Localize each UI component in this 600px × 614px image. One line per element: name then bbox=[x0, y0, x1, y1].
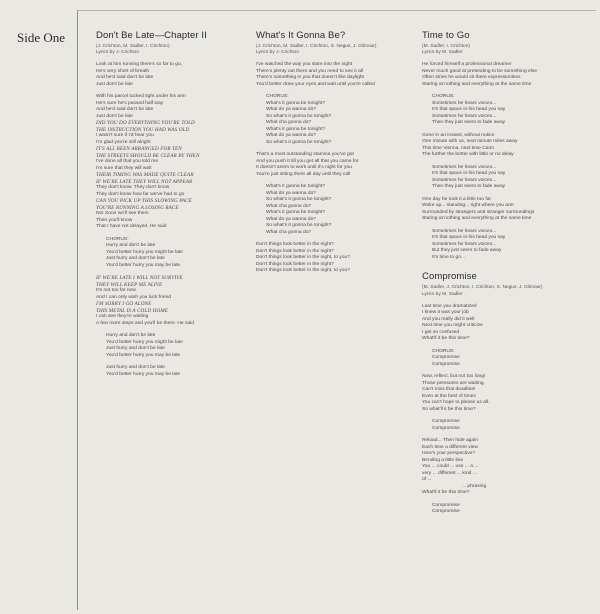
lyric-line: THE STREETS SHOULD BE CLEAR BY THEN bbox=[96, 152, 200, 159]
lyric-line: You ... could ... use ... a ... bbox=[422, 464, 479, 470]
credit-line: Lyrics by M. Sadler bbox=[422, 291, 463, 297]
lyric-line: Woke up... standing... right where you are! bbox=[422, 203, 514, 209]
lyric-verse bbox=[96, 62, 246, 88]
lyric-line: And he'd said don't be late bbox=[96, 75, 154, 81]
lyric-verse bbox=[256, 94, 416, 146]
lyric-verse bbox=[422, 133, 592, 159]
lyric-line: Last time you dramatized bbox=[422, 303, 477, 309]
lyric-line: It's that space in his head you say bbox=[432, 235, 506, 241]
lyric-line: DID YOU DO EVERYTHING YOU'RE TOLD bbox=[96, 120, 195, 127]
lyric-line: And he'd said don't be late bbox=[96, 107, 154, 113]
lyric-line: Can't miss that deadline! bbox=[422, 387, 476, 393]
lyric-line: Sometimes he hears voices... bbox=[432, 228, 497, 234]
lyric-verse bbox=[96, 94, 246, 231]
lyric-line: CHORUS: bbox=[106, 236, 129, 242]
song-block bbox=[422, 271, 592, 515]
lyric-line: Hurry and don't be late bbox=[106, 243, 156, 249]
lyric-line: Don't things look better in the night? bbox=[256, 261, 334, 267]
lyric-verse bbox=[96, 237, 246, 270]
lyric-line: Then you'll know bbox=[96, 217, 133, 223]
lyric-line: That's a most outstanding stamina you've got bbox=[256, 152, 354, 158]
lyric-verse bbox=[422, 304, 592, 343]
lyric-line: No! Soon we'll see them bbox=[96, 211, 149, 217]
lyric-line: They don't know. They don't know bbox=[96, 185, 170, 191]
lyric-line: Never much good at pretending to be something else bbox=[422, 68, 538, 74]
credit-line: Lyrics by J. Crichton bbox=[96, 50, 140, 56]
lyric-line: How's your perspective? bbox=[422, 451, 476, 457]
lyric-line: Just hurry and don't be late bbox=[106, 346, 165, 352]
lyric-line: IF WE'RE LATE I WILL NOT SURVIVE bbox=[96, 275, 183, 282]
lyric-line: What do ya wanna do? bbox=[266, 107, 317, 113]
lyric-line: Those pressures are waiting, bbox=[422, 380, 485, 386]
lyric-line: CHORUS: bbox=[432, 348, 455, 354]
song-credits bbox=[256, 44, 416, 56]
lyric-line: Reload... Then hide again bbox=[422, 438, 478, 444]
lyric-line: Just don't be late bbox=[96, 81, 133, 87]
lyric-line: Then they just seem to fade away bbox=[432, 120, 506, 126]
lyric-verse bbox=[256, 62, 416, 88]
lyric-line: There's something in you that doesn't like daylight bbox=[256, 75, 364, 81]
lyric-line: very ... different ... kind ... bbox=[422, 470, 477, 476]
lyric-line: Next time you might criticize bbox=[422, 323, 483, 329]
lyric-line: Sometimes he hears voices... bbox=[432, 177, 497, 183]
lyric-line: It's time to go... bbox=[432, 254, 466, 260]
lyric-line: They don't know how far we've had to go bbox=[96, 191, 185, 197]
lyric-line: I'M SORRY I GO ALONE bbox=[96, 301, 152, 308]
song-credits bbox=[96, 44, 246, 56]
lyric-verse bbox=[422, 94, 592, 127]
lyric-line: So what's it gonna be tonight? bbox=[266, 113, 332, 119]
lyric-line: I've watched the way you stare into the night bbox=[256, 62, 353, 68]
lyric-line: So what's it gonna be tonight? bbox=[266, 139, 332, 145]
lyric-line: Gone in an instant, without notice bbox=[422, 132, 495, 138]
lyric-verse bbox=[422, 438, 592, 497]
song-credits bbox=[422, 285, 592, 297]
lyrics-column-3 bbox=[422, 20, 592, 522]
lyric-line: What's it gonna be tonight? bbox=[266, 184, 326, 190]
lyric-verse bbox=[422, 197, 592, 223]
lyric-line: This time Vienna, next time Cairo bbox=[422, 145, 494, 151]
lyric-verse bbox=[422, 374, 592, 413]
lyric-line: Look at him running there's so far to go, bbox=[96, 62, 183, 68]
lyric-line: It's not too far now bbox=[96, 288, 136, 294]
lyric-line: A few more steps and you'll be there. He said bbox=[96, 320, 194, 326]
lyric-line: The further the better with little or no delay bbox=[422, 152, 514, 158]
lyric-line: Staring at nothing and everything at the same time bbox=[422, 81, 532, 87]
lyric-line: With his parcel tucked tight under his arm bbox=[96, 94, 186, 100]
lyric-line: THEY WILL KEEP ME ALIVE bbox=[96, 281, 163, 288]
lyric-line: It doesn't seem to work until it's night for you bbox=[256, 165, 352, 171]
lyric-line: Compromise bbox=[432, 361, 460, 367]
lyric-line: What'll it be this time? bbox=[422, 336, 470, 342]
lyric-line: What'll it be this time? bbox=[422, 490, 470, 496]
lyric-line: You'd better hurry you may be late bbox=[106, 371, 181, 377]
lyric-verse bbox=[256, 152, 416, 178]
lyric-verse bbox=[96, 275, 246, 327]
lyric-line: You'd better hurry you may be late bbox=[106, 352, 181, 358]
lyric-line: You'd better hurry you might be late bbox=[106, 249, 183, 255]
lyric-line: He's very short of breath bbox=[96, 68, 150, 74]
lyric-line: What do ya wanna do? bbox=[266, 133, 317, 139]
lyric-verse bbox=[422, 349, 592, 369]
lyric-verse bbox=[422, 62, 592, 88]
lyric-line: IT'S ALL BEEN ARRANGED FOR TEN bbox=[96, 146, 182, 153]
lyric-line: What do ya wanna do? bbox=[266, 216, 317, 222]
lyric-line: You can't hope to please us all. bbox=[422, 400, 490, 406]
song-title: Compromise bbox=[422, 271, 477, 283]
song-title: Don't Be Late—Chapter II bbox=[96, 30, 207, 41]
lyric-line: THIS METAL IS A COLD HOME bbox=[96, 307, 169, 314]
lyric-line: Compromise bbox=[432, 509, 460, 515]
lyric-verse bbox=[422, 165, 592, 191]
lyric-line: Each time a different view bbox=[422, 444, 478, 450]
lyric-line: Just hurry and don't be late bbox=[106, 256, 165, 262]
lyric-line: Don't things look better in the night? bbox=[256, 248, 334, 254]
lyric-line: I knew it was your job bbox=[422, 310, 469, 316]
lyric-line: CHORUS: bbox=[266, 94, 289, 100]
song-title: Time to Go bbox=[422, 30, 470, 41]
song-block bbox=[422, 30, 592, 261]
lyric-line: Just hurry and don't be late bbox=[106, 365, 165, 371]
lyric-verse bbox=[422, 503, 592, 516]
lyric-line: Then they just seem to fade away bbox=[432, 184, 506, 190]
lyric-line: What cha gonna do? bbox=[266, 229, 312, 235]
credit-line: Lyrics by J. Crichton bbox=[256, 50, 300, 56]
lyrics-column-1 bbox=[96, 20, 246, 384]
lyric-line: Compromise bbox=[432, 355, 460, 361]
lyric-line: Sometimes he hears voices... bbox=[432, 113, 497, 119]
lyric-line: Hurry and don't be late bbox=[106, 333, 156, 339]
credit-line: (M. Sadler, J. Crichton, I. Crichton, S. Negus, J. Gilmour) bbox=[422, 285, 543, 291]
lyric-line: Often times he would sit there expressionless bbox=[422, 75, 521, 81]
song-title: What's It Gonna Be? bbox=[256, 30, 346, 41]
lyric-line: I'm glad you're still alright bbox=[96, 139, 151, 145]
credit-line: (J. Crichton, M. Sadler, I. Crichton) bbox=[96, 44, 170, 49]
lyric-line: CAN YOU PICK UP THIS SLOWING PACE bbox=[96, 198, 192, 205]
lyric-line: What's it gonna be tonight? bbox=[266, 100, 326, 106]
lyric-line: Bending a little line bbox=[422, 457, 464, 463]
song-block bbox=[256, 30, 416, 275]
lyric-line: of ... bbox=[422, 477, 432, 483]
lyric-line: Sometimes he hears voices... bbox=[432, 164, 497, 170]
lyric-line: So what'll it be this time? bbox=[422, 406, 476, 412]
lyric-line: So what's it gonna be tonight? bbox=[266, 223, 332, 229]
lyric-line: It's that space in his head you say bbox=[432, 107, 506, 113]
lyric-line: He forced himself a professional dreamer bbox=[422, 62, 512, 68]
lyric-line: Even at the best of times bbox=[422, 393, 476, 399]
lyric-line: So what's it gonna be tonight? bbox=[266, 197, 332, 203]
song-credits bbox=[422, 44, 592, 56]
lyric-line: You'd better hurry you might be late bbox=[106, 339, 183, 345]
lyric-line: There's plenty out there and you need to see it all bbox=[256, 68, 363, 74]
lyric-line: What cha gonna do? bbox=[266, 120, 312, 126]
lyric-line: CHORUS: bbox=[432, 94, 455, 100]
lyric-line: What's it gonna be tonight? bbox=[266, 210, 326, 216]
lyric-line: Staring at nothing and everything at the same time bbox=[422, 216, 532, 222]
lyric-line: That I have not delayed. He said bbox=[96, 224, 167, 230]
lyric-line: Now, reflect, but not too long! bbox=[422, 374, 486, 380]
lyric-line: I've done all that you told me bbox=[96, 159, 159, 165]
lyric-line: Compromise bbox=[432, 425, 460, 431]
lyric-line: THEIR TIMING WAS MADE QUITE CLEAR bbox=[96, 172, 194, 179]
side-label: Side One bbox=[17, 30, 66, 45]
credit-line: (J. Crichton, M. Sadler, I. Crichton, S. Negus, J. Gilmour) bbox=[256, 44, 377, 49]
lyric-line: But they just seem to fade away bbox=[432, 248, 502, 254]
lyric-line: IF WE'RE LATE THEY WILL NOT APPEAR bbox=[96, 178, 193, 185]
lyric-line: Don't things look better in the night, to you? bbox=[256, 255, 350, 261]
lyric-verse bbox=[256, 184, 416, 236]
lyric-line: I wasn't sure if I'd hear you bbox=[96, 133, 154, 139]
lyric-line: What do ya wanna do? bbox=[266, 190, 317, 196]
lyric-line: Just don't be late bbox=[96, 113, 133, 119]
lyric-line: Don't things look better in the night, to you? bbox=[256, 268, 350, 274]
credit-line: (M. Sadler, I. Crichton) bbox=[422, 44, 470, 49]
lyric-line: You'd better hurry you may be late bbox=[106, 262, 181, 268]
lyrics-column-2 bbox=[256, 20, 416, 281]
lyric-verse bbox=[96, 333, 246, 359]
lyric-line: And I can only wish you luck friend bbox=[96, 294, 172, 300]
credit-line: Lyrics by M. Sadler bbox=[422, 50, 463, 56]
lyric-line: Surrounded by strangers and stranger surroundings bbox=[422, 209, 535, 215]
lyric-line: Sometimes he hears voices... bbox=[432, 241, 497, 247]
lyric-line: One minute with us, next minute miles away bbox=[422, 139, 518, 145]
lyric-verse bbox=[256, 242, 416, 275]
lyric-line: Compromise bbox=[432, 502, 460, 508]
lyric-line: I'm sure that they will wait bbox=[96, 165, 152, 171]
lyric-line: What cha gonna do? bbox=[266, 203, 312, 209]
lyric-line: You'd better draw your eyes and wait until you're called bbox=[256, 81, 375, 87]
lyric-line: THE INSTRUCTION YOU HAD WAS OLD bbox=[96, 126, 190, 133]
song-block bbox=[96, 30, 246, 378]
lyric-line: Sometimes he hears voices... bbox=[432, 100, 497, 106]
lyric-line: What's it gonna be tonight? bbox=[266, 126, 326, 132]
lyric-verse bbox=[96, 365, 246, 378]
lyric-line: It's that space in his head you say bbox=[432, 171, 506, 177]
lyric-line: Compromise bbox=[432, 419, 460, 425]
lyric-line: I can see they're waiting bbox=[96, 314, 149, 320]
lyric-verse bbox=[422, 419, 592, 432]
lyric-line: And you really did it well bbox=[422, 316, 475, 322]
lyric-line: And you push it till you get all that you came for bbox=[256, 158, 359, 164]
lyric-line: You're just sitting there all day until they call bbox=[256, 171, 351, 177]
lyric-line: Don't things look better in the night? bbox=[256, 242, 334, 248]
lyric-line: One day he took it a little too far bbox=[422, 196, 492, 202]
lyric-line: He's sure he's passed half way bbox=[96, 100, 164, 106]
lyric-line: YOU'RE RUNNING A LOSING RACE bbox=[96, 204, 179, 211]
lyric-line: I get so confused bbox=[422, 329, 460, 335]
lyric-line: ... phrasing bbox=[462, 483, 487, 489]
lyric-verse bbox=[422, 229, 592, 262]
